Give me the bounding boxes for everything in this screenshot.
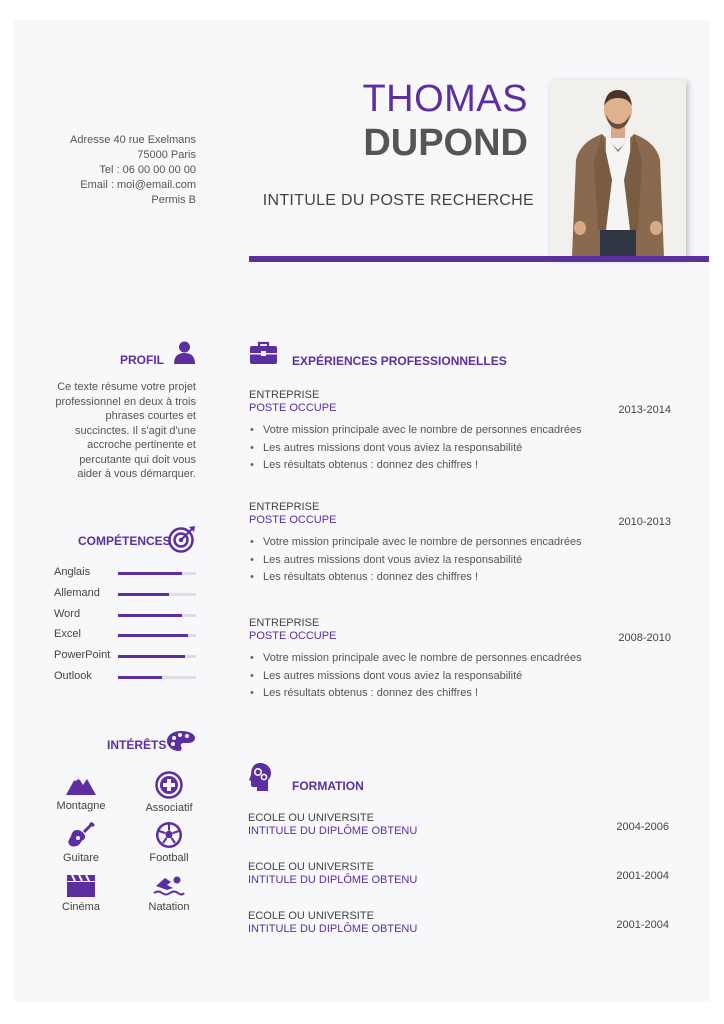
skill-name: PowerPoint xyxy=(54,649,111,662)
education-item xyxy=(248,910,669,935)
briefcase-icon xyxy=(249,341,278,365)
skill-bar-fill xyxy=(118,676,162,679)
skill-bar xyxy=(118,676,196,679)
profile-summary xyxy=(50,380,196,482)
experience-bullet: • Votre mission principale avec le nombre de personnes encadrées xyxy=(249,536,671,554)
interest-label: Football xyxy=(149,852,189,864)
experience-bullet: • Votre mission principale avec le nombre de personnes encadrées xyxy=(249,652,671,670)
contact-info xyxy=(70,133,196,208)
head-gears-icon xyxy=(249,762,273,792)
education-dates: 2004-2006 xyxy=(616,821,669,833)
experience-heading: EXPÉRIENCES PROFESSIONNELLES xyxy=(292,354,507,368)
profile-line: succinctes. Il s'agit d'une xyxy=(75,424,196,437)
experience-dates: 2013-2014 xyxy=(618,404,671,416)
skill-bar xyxy=(118,572,196,575)
experience-item xyxy=(249,501,671,589)
education-heading: FORMATION xyxy=(292,779,364,793)
experience-company: ENTREPRISE xyxy=(249,501,320,513)
education-school: ECOLE OU UNIVERSITE xyxy=(248,812,374,824)
skill-bar-fill xyxy=(118,614,182,617)
person-photo-illustration xyxy=(550,80,686,257)
education-item xyxy=(248,812,669,837)
education-dates: 2001-2004 xyxy=(616,870,669,882)
experience-position: POSTE OCCUPE xyxy=(249,630,337,642)
interest-label: Guitare xyxy=(62,852,100,864)
skill-name: Word xyxy=(54,607,81,620)
experience-bullet: • Les résultats obtenus : donnez des chiffres ! xyxy=(249,687,671,705)
skill-bar-fill xyxy=(118,634,188,637)
profile-line: percutante qui doit vous xyxy=(79,453,196,466)
experience-bullets xyxy=(249,536,671,589)
last-name: DUPOND xyxy=(363,122,528,164)
experience-item xyxy=(249,389,671,477)
experience-item xyxy=(249,617,671,705)
experience-position: POSTE OCCUPE xyxy=(249,514,337,526)
profile-line: accroche pertinente et xyxy=(87,439,196,451)
header-accent-bar xyxy=(249,256,709,262)
skill-bar-fill xyxy=(118,572,182,575)
interest-item xyxy=(36,771,126,812)
experience-bullet: • Les autres missions dont vous aviez la responsabilité xyxy=(249,442,671,460)
clapperboard-icon xyxy=(66,872,96,898)
experience-bullets xyxy=(249,424,671,477)
mountain-icon xyxy=(65,771,97,797)
education-school: ECOLE OU UNIVERSITE xyxy=(248,861,374,873)
skill-bar xyxy=(118,634,196,637)
profile-line: phrases courtes et xyxy=(105,410,196,422)
skill-bar-fill xyxy=(118,593,169,596)
profile-heading: PROFIL xyxy=(120,353,164,367)
skill-name: Anglais xyxy=(54,566,91,578)
palette-icon xyxy=(166,730,196,752)
interest-item xyxy=(36,821,126,864)
education-school: ECOLE OU UNIVERSITE xyxy=(248,910,374,922)
interest-item xyxy=(124,821,214,864)
experience-bullet: • Votre mission principale avec le nombre de personnes encadrées xyxy=(249,424,671,442)
football-icon xyxy=(155,821,183,849)
skill-bar xyxy=(118,655,196,658)
guitar-icon xyxy=(67,821,95,849)
experience-bullets xyxy=(249,652,671,705)
education-dates: 2001-2004 xyxy=(616,919,669,931)
first-name: THOMAS xyxy=(362,78,528,120)
skills-heading: COMPÉTENCES xyxy=(78,534,171,548)
skill-name: Excel xyxy=(54,628,81,641)
contact-city: 75000 Paris xyxy=(137,149,196,161)
experience-bullet: • Les autres missions dont vous aviez la responsabilité xyxy=(249,554,671,572)
education-item xyxy=(248,861,669,886)
experience-dates: 2010-2013 xyxy=(618,516,671,528)
contact-license: Permis B xyxy=(151,194,196,206)
skill-name: Allemand xyxy=(54,586,100,599)
interest-label: Associatif xyxy=(145,802,193,814)
interest-label: Natation xyxy=(148,901,190,913)
interest-label: Cinéma xyxy=(62,901,100,913)
skill-bar xyxy=(118,593,196,596)
target-icon xyxy=(168,525,196,553)
education-degree: INTITULE DU DIPLÔME OBTENU xyxy=(248,923,418,935)
interest-item xyxy=(36,872,126,913)
interests-heading: INTÉRÊTS xyxy=(107,738,167,752)
plus-circle-icon xyxy=(155,771,183,799)
job-title: INTITULE DU POSTE RECHERCHE xyxy=(262,192,534,209)
profile-photo xyxy=(550,80,686,257)
experience-dates: 2008-2010 xyxy=(618,632,671,644)
interest-label: Montagne xyxy=(56,800,106,812)
swimmer-icon xyxy=(153,872,185,898)
experience-position: POSTE OCCUPE xyxy=(249,402,337,414)
contact-email: Email : moi@email.com xyxy=(80,179,196,191)
education-degree: INTITULE DU DIPLÔME OBTENU xyxy=(248,825,418,837)
skill-bar-fill xyxy=(118,655,185,658)
experience-bullet: • Les résultats obtenus : donnez des chiffres ! xyxy=(249,459,671,477)
experience-bullet: • Les autres missions dont vous aviez la responsabilité xyxy=(249,670,671,688)
profile-line: Ce texte résume votre projet xyxy=(57,381,196,393)
experience-bullet: • Les résultats obtenus : donnez des chiffres ! xyxy=(249,571,671,589)
experience-company: ENTREPRISE xyxy=(249,617,320,629)
profile-line: professionnel en deux à trois xyxy=(55,395,196,408)
contact-address: Adresse 40 rue Exelmans xyxy=(70,134,196,146)
interest-item xyxy=(124,771,214,814)
education-degree: INTITULE DU DIPLÔME OBTENU xyxy=(248,874,418,886)
experience-company: ENTREPRISE xyxy=(249,389,320,401)
profile-line: aider à vous démarquer. xyxy=(77,468,196,480)
interest-item xyxy=(124,872,214,913)
user-icon xyxy=(173,341,196,364)
contact-phone: Tel : 06 00 00 00 00 xyxy=(99,164,196,176)
skill-bar xyxy=(118,614,196,617)
skill-name: Outlook xyxy=(54,669,92,682)
